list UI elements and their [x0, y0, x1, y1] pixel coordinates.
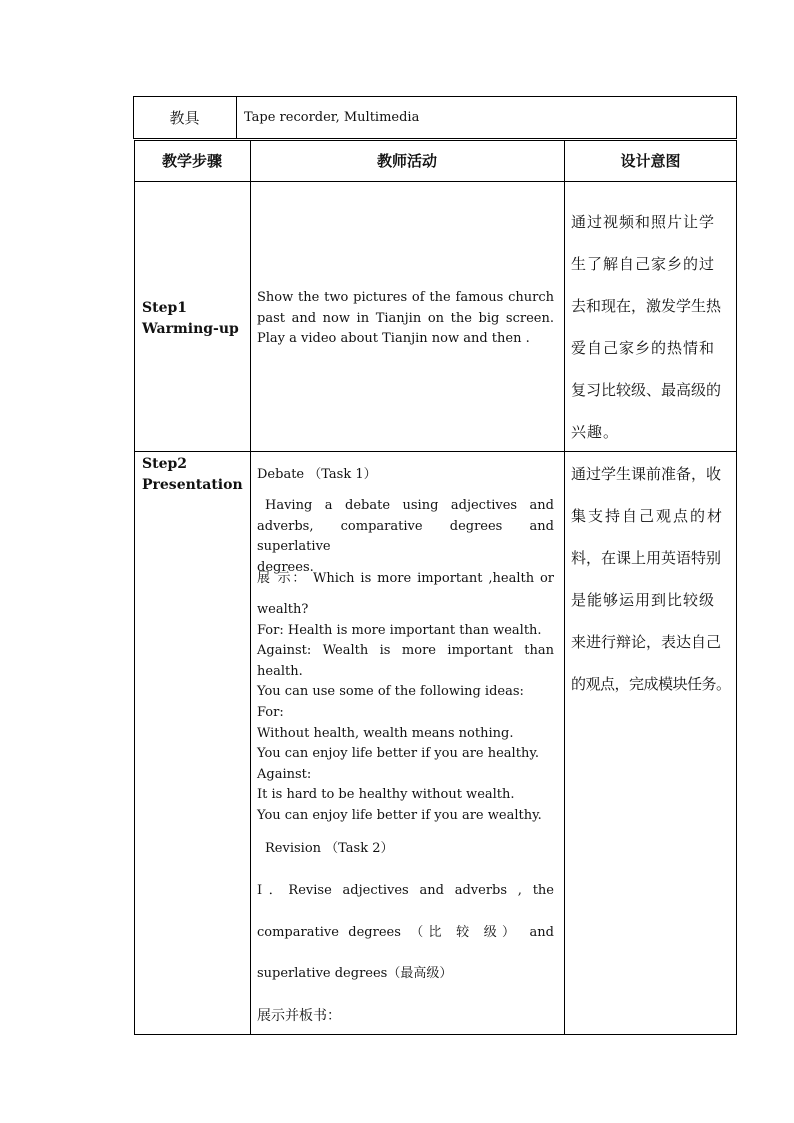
- for-idea: You can enjoy life better if you are healthy.: [257, 746, 540, 762]
- col-divider-2: [564, 140, 565, 1035]
- row-divider-header: [134, 181, 737, 182]
- show-question: [257, 568, 554, 590]
- ideas-intro: You can use some of the following ideas:: [257, 684, 524, 700]
- step2-intent-line: 集支持自己观点的材: [571, 507, 725, 525]
- step2-title: [142, 454, 243, 496]
- step1-intent-line: 爱自己家乡的热情和: [571, 339, 716, 357]
- header-activities: 教师活动: [376, 152, 437, 170]
- step1-intent-line: 生了解自己家乡的过: [571, 255, 716, 273]
- task1-description: [257, 496, 554, 578]
- task1-desc-line: adverbs, comparative degrees and superlative: [257, 518, 554, 555]
- tools-value: Tape recorder, Multimedia: [244, 110, 420, 125]
- step1-intent-line: 去和现在，激发学生热: [571, 297, 722, 315]
- revise-text1: I．Revise adjectives and adverbs , the: [257, 883, 554, 898]
- step2-intent: [571, 453, 733, 705]
- step1-title: [142, 298, 239, 340]
- step1-title-line2: Warming-up: [142, 321, 239, 337]
- header-steps: 教学步骤: [161, 152, 222, 170]
- step2-intent-line: 通过学生课前准备，收: [571, 465, 722, 483]
- step1-intent: [571, 201, 733, 453]
- task2-title: Revision （Task 2）: [265, 841, 394, 856]
- revise-line1: [257, 881, 554, 902]
- show-line2: wealth?: [257, 602, 309, 617]
- against-line1: Against: Wealth is more important than: [257, 643, 554, 659]
- step1-activity-line: past and now in Tianjin on the big screen.: [257, 310, 554, 326]
- step1-activity-line: Play a video about Tianjin now and then .: [257, 331, 530, 347]
- revise-line3: superlative degrees（最高级）: [257, 966, 453, 981]
- tools-label: 教具: [169, 109, 200, 127]
- for-label: For:: [257, 704, 284, 720]
- debate-block: [257, 600, 554, 827]
- against-idea: You can enjoy life better if you are wealthy.: [257, 807, 542, 823]
- against-line2: health.: [257, 663, 303, 679]
- step2-intent-line: 来进行辩论，表达自己: [571, 633, 722, 651]
- step1-intent-line: 通过视频和照片让学: [571, 213, 716, 231]
- step2-title-line2: Presentation: [142, 477, 243, 493]
- task1-desc-line: Having a debate using adjectives and: [265, 498, 554, 513]
- show-line1: 展 示： Which is more important ,health or: [257, 571, 554, 586]
- step1-activity: [257, 288, 554, 350]
- revise-text2: comparative degrees （比 较 级） and: [257, 925, 554, 940]
- col-divider-1: [250, 140, 251, 1035]
- task1-desc-line: degrees.: [257, 559, 314, 575]
- step1-intent-line: 复习比较级、最高级的: [571, 381, 722, 399]
- tools-divider: [236, 96, 237, 139]
- header-intent: 设计意图: [620, 152, 681, 170]
- against-label: Against:: [257, 766, 312, 782]
- step2-intent-line: 的观点，完成模块任务。: [571, 675, 731, 693]
- step1-intent-line: 兴趣。: [571, 423, 620, 441]
- step1-activity-line: Show the two pictures of the famous church: [257, 290, 554, 305]
- step2-title-line1: Step2: [142, 456, 188, 472]
- task1-title: Debate （Task 1）: [257, 467, 377, 482]
- for-idea: Without health, wealth means nothing.: [257, 725, 514, 741]
- against-idea: It is hard to be healthy without wealth.: [257, 787, 515, 803]
- revise-line2: [257, 923, 554, 944]
- step2-intent-line: 料，在课上用英语特别: [571, 549, 722, 567]
- for-line: For: Health is more important than wealth.: [257, 622, 542, 638]
- step2-intent-line: 是能够运用到比较级: [571, 591, 716, 609]
- board-line: 展示并板书：: [257, 1008, 341, 1024]
- step1-title-line1: Step1: [142, 300, 188, 316]
